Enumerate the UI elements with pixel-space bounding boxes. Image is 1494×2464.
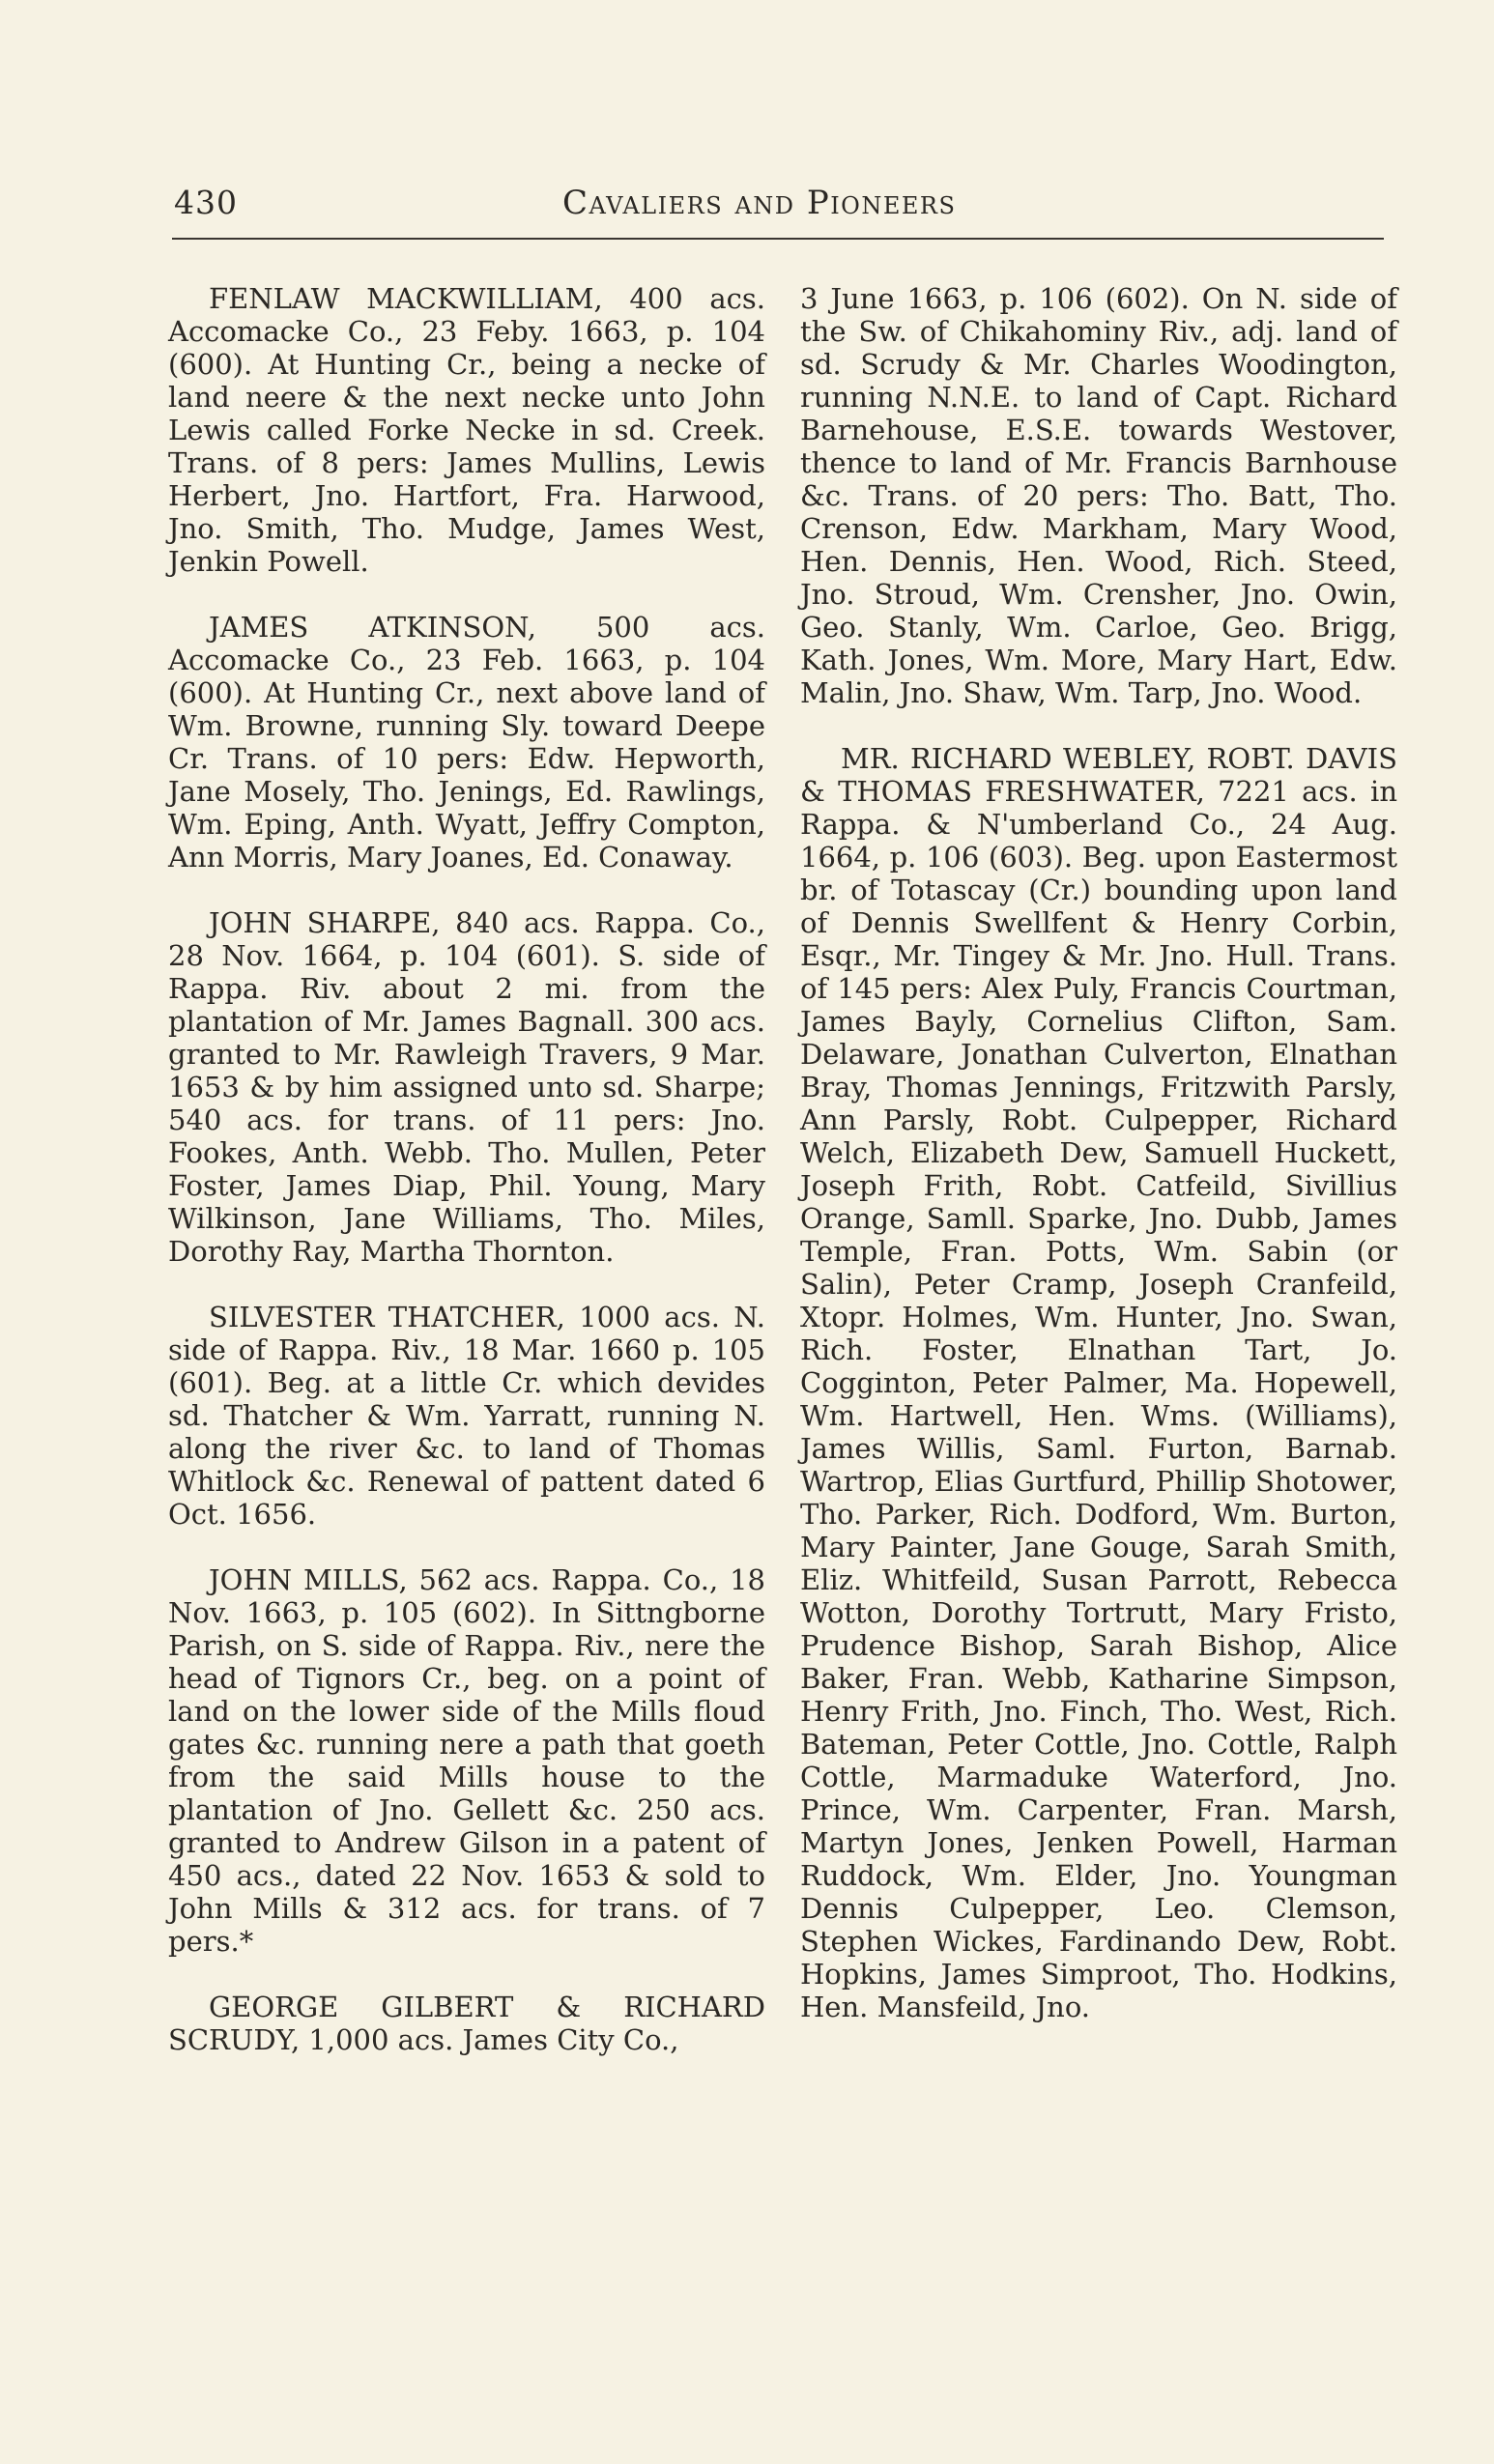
entry-fenlaw-mackwilliam: FENLAW MACKWILLIAM, 400 acs. Accomacke Co., 23 Feby. 1663, p. 104 (600). At Hunting Cr., being a necke of land neere & the next necke unto John Lewis called Forke Necke in sd. Creek. Trans. of 8 pers: James Mullins, Lewis Herbert, Jno. Hartfort, Fra. Harwood, Jno. Smith, Tho. Mudge, James West, Jenkin Powell. [168,282,765,578]
entry-john-sharpe: JOHN SHARPE, 840 acs. Rappa. Co., 28 Nov. 1664, p. 104 (601). S. side of Rappa. Riv. about 2 mi. from the plantation of Mr. James Bagnall. 300 acs. granted to Mr. Rawleigh Travers, 9 Mar. 1653 & by him assigned unto sd. Sharpe; 540 acs. for trans. of 11 pers: Jno. Fookes, Anth. Webb. Tho. Mullen, Peter Foster, James Diap, Phil. Young, Mary Wilkinson, Jane Williams, Tho. Miles, Dorothy Ray, Martha Thornton. [168,906,765,1268]
entry-james-atkinson: JAMES ATKINSON, 500 acs. Accomacke Co., 23 Feb. 1663, p. 104 (600). At Hunting Cr., next above land of Wm. Browne, running Sly. toward Deepe Cr. Trans. of 10 pers: Edw. Hepworth, Jane Mosely, Tho. Jenings, Ed. Rawlings, Wm. Eping, Anth. Wyatt, Jeffry Compton, Ann Morris, Mary Joanes, Ed. Conaway. [168,611,765,874]
running-title: Cavaliers and Pioneers [562,184,957,222]
entry-george-gilbert-continued: 3 June 1663, p. 106 (602). On N. side of the Sw. of Chikahominy Riv., adj. land of sd. Scrudy & Mr. Charles Woodington, running N.N.E. to land of Capt. Richard Barnehouse, E.S.E. towards Westover, thence to land of Mr. Francis Barnhouse &c. Trans. of 20 pers: Tho. Batt, Tho. Crenson, Edw. Markham, Mary Wood, Hen. Dennis, Hen. Wood, Rich. Steed, Jno. Stroud, Wm. Crensher, Jno. Owin, Geo. Stanly, Wm. Carloe, Geo. Brigg, Kath. Jones, Wm. More, Mary Hart, Edw. Malin, Jno. Shaw, Wm. Tarp, Jno. Wood. [800,282,1397,709]
header-rule [172,238,1384,240]
left-column [168,282,765,2056]
entry-silvester-thatcher: SILVESTER THATCHER, 1000 acs. N. side of Rappa. Riv., 18 Mar. 1660 p. 105 (601). Beg. at a little Cr. which devides sd. Thatcher & Wm. Yarratt, running N. along the river &c. to land of Thomas Whitlock &c. Renewal of pattent dated 6 Oct. 1656. [168,1301,765,1531]
right-column [800,282,1397,2023]
page-header [174,184,1384,236]
entry-john-mills: JOHN MILLS, 562 acs. Rappa. Co., 18 Nov. 1663, p. 105 (602). In Sittngborne Parish, on S. side of Rappa. Riv., nere the head of Tignors Cr., beg. on a point of land on the lower side of the Mills floud gates &c. running nere a path that goeth from the said Mills house to the plantation of Jno. Gellett &c. 250 acs. granted to Andrew Gilson in a patent of 450 acs., dated 22 Nov. 1653 & sold to John Mills & 312 acs. for trans. of 7 pers.* [168,1563,765,1958]
page-number: 430 [174,184,238,221]
entry-richard-webley: MR. RICHARD WEBLEY, ROBT. DAVIS & THOMAS FRESHWATER, 7221 acs. in Rappa. & N'umberland Co., 24 Aug. 1664, p. 106 (603). Beg. upon Eastermost br. of Totascay (Cr.) bounding upon land of Dennis Swellfent & Henry Corbin, Esqr., Mr. Tingey & Mr. Jno. Hull. Trans. of 145 pers: Alex Puly, Francis Courtman, James Bayly, Cornelius Clifton, Sam. Delaware, Jonathan Culverton, Elnathan Bray, Thomas Jennings, Fritzwith Parsly, Ann Parsly, Robt. Culpepper, Richard Welch, Elizabeth Dew, Samuell Huckett, Joseph Frith, Robt. Catfeild, Sivillius Orange, Samll. Sparke, Jno. Dubb, James Temple, Fran. Potts, Wm. Sabin (or Salin), Peter Cramp, Joseph Cranfeild, Xtopr. Holmes, Wm. Hunter, Jno. Swan, Rich. Foster, Elnathan Tart, Jo. Cogginton, Peter Palmer, Ma. Hopewell, Wm. Hartwell, Hen. Wms. (Williams), James Willis, Saml. Furton, Barnab. Wartrop, Elias Gurtfurd, Phillip Shotower, Tho. Parker, Rich. Dodford, Wm. Burton, Mary Painter, Jane Gouge, Sarah Smith, Eliz. Whitfeild, Susan Parrott, Rebecca Wotton, Dorothy Tortrutt, Mary Fristo, Prudence Bishop, Sarah Bishop, Alice Baker, Fran. Webb, Katharine Simpson, Henry Frith, Jno. Finch, Tho. West, Rich. Bateman, Peter Cottle, Jno. Cottle, Ralph Cottle, Marmaduke Waterford, Jno. Prince, Wm. Carpenter, Fran. Marsh, Martyn Jones, Jenken Powell, Harman Ruddock, Wm. Elder, Jno. Youngman Dennis Culpepper, Leo. Clemson, Stephen Wickes, Fardinando Dew, Robt. Hopkins, James Simproot, Tho. Hodkins, Hen. Mansfeild, Jno. [800,742,1397,2023]
entry-george-gilbert-start: GEORGE GILBERT & RICHARD SCRUDY, 1,000 acs. James City Co., [168,1991,765,2056]
